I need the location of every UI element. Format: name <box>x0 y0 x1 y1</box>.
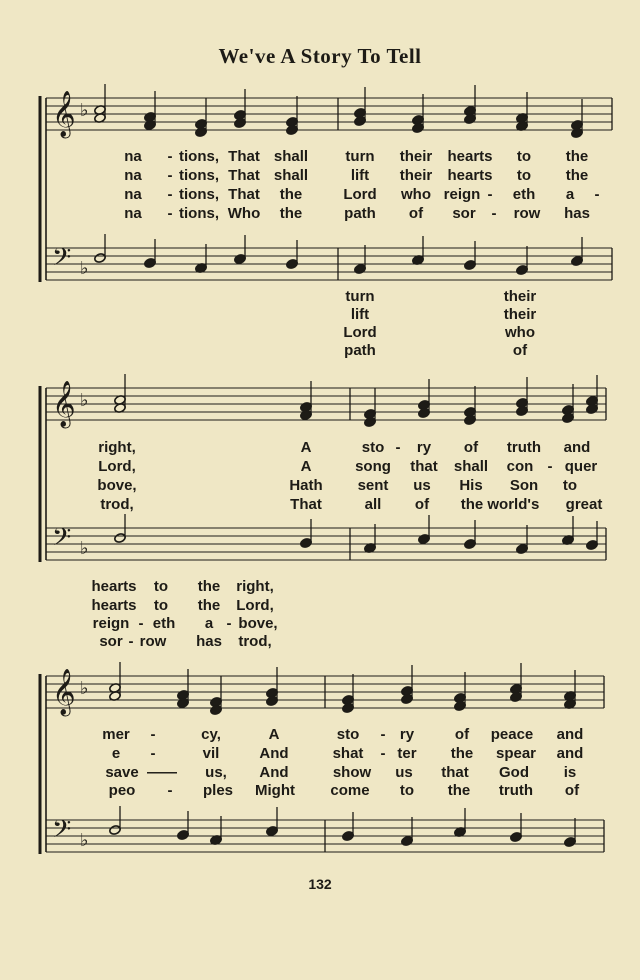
treble-clef-icon: 𝄞 <box>52 381 76 427</box>
lyric: ry <box>416 439 432 456</box>
lyric: their <box>503 288 537 305</box>
lyric: bove, <box>97 477 137 494</box>
lyric: hearts <box>447 167 493 184</box>
bass-clef-icon: 𝄢 <box>52 243 72 278</box>
lyric: - <box>380 726 386 743</box>
lyric: That <box>290 496 322 513</box>
lyric: trod, <box>100 496 134 513</box>
lyric: song <box>355 458 391 475</box>
lyric: lift <box>350 167 370 184</box>
lyric: of <box>512 342 528 359</box>
lyric: path <box>344 205 376 222</box>
lyric: to <box>153 578 169 595</box>
lyric: Son <box>509 477 539 494</box>
lyric: eth <box>152 615 176 632</box>
lyric: of <box>454 726 470 743</box>
lyric: the <box>450 745 474 762</box>
lyric: hearts <box>91 597 137 614</box>
flat-icon: ♭ <box>80 678 89 699</box>
lyric: their <box>503 306 537 323</box>
lyric: peace <box>490 726 534 743</box>
lyric: sto <box>336 726 360 743</box>
flat-icon: ♭ <box>80 258 89 279</box>
flat-icon: ♭ <box>80 100 89 121</box>
lyric: their <box>399 167 433 184</box>
lyric: tions, <box>179 148 219 165</box>
lyric: eth <box>512 186 536 203</box>
lyric: truth <box>498 782 534 799</box>
lyric: all <box>364 496 382 513</box>
lyric: A <box>300 458 312 475</box>
lyric: na <box>124 167 142 184</box>
lyric: sent <box>357 477 389 494</box>
lyric: come <box>330 782 370 799</box>
lyric: reign <box>92 615 130 632</box>
lyric: to <box>562 477 578 494</box>
lyric: to <box>516 167 532 184</box>
lyric: who <box>505 324 535 341</box>
bass-clef-icon: 𝄢 <box>52 523 72 558</box>
lyric: That <box>228 167 260 184</box>
lyric: row <box>513 205 541 222</box>
lyric: shall <box>453 458 489 475</box>
lyric: peo <box>108 782 136 799</box>
lyric: us <box>395 764 413 781</box>
lyric: trod, <box>238 633 272 650</box>
lyric: - <box>167 782 173 799</box>
lyric: - <box>487 186 493 203</box>
lyric: - <box>167 205 173 222</box>
lyric: truth <box>506 439 542 456</box>
lyric: - <box>138 615 144 632</box>
lyric: reign <box>443 186 481 203</box>
lyric: the <box>279 186 303 203</box>
lyric: turn <box>345 288 375 305</box>
lyric: the <box>197 578 221 595</box>
lyric: - <box>380 745 386 762</box>
lyric: has <box>196 633 222 650</box>
lyric: ples <box>202 782 234 799</box>
lyric: That <box>228 148 260 165</box>
lyric: of <box>414 496 430 513</box>
lyric: And <box>259 764 289 781</box>
lyric: tions, <box>179 186 219 203</box>
lyric: shall <box>273 167 309 184</box>
lyric: and <box>563 439 591 456</box>
lyric: Lord <box>343 186 377 203</box>
treble-clef-icon: 𝄞 <box>52 669 76 715</box>
lyric: and <box>556 745 584 762</box>
lyric: us <box>413 477 431 494</box>
lyric: spear <box>495 745 537 762</box>
lyric: the world's <box>460 496 540 513</box>
lyric: e <box>111 745 121 762</box>
lyric: show <box>332 764 372 781</box>
lyric: and <box>556 726 584 743</box>
flat-icon: ♭ <box>80 830 89 851</box>
lyric: - <box>226 615 232 632</box>
lyric: cy, <box>201 726 221 743</box>
lyric: the <box>197 597 221 614</box>
lyric: Lord, <box>98 458 136 475</box>
lyric: us, <box>205 764 227 781</box>
lyric: Lord <box>343 324 377 341</box>
lyric: - <box>150 745 156 762</box>
lyric: God <box>499 764 529 781</box>
lyric: sor <box>452 205 476 222</box>
lyric: Hath <box>289 477 323 494</box>
lyric: to <box>399 782 415 799</box>
lyric: has <box>564 205 590 222</box>
lyric: na <box>124 186 142 203</box>
page-number: 132 <box>308 876 332 892</box>
lyric: the <box>565 148 589 165</box>
lyric: - <box>491 205 497 222</box>
lyric: lift <box>350 306 370 323</box>
lyric: of <box>564 782 580 799</box>
lyric: who <box>401 186 431 203</box>
hymn-title: We've A Story To Tell <box>218 44 422 68</box>
flat-icon: ♭ <box>80 538 89 559</box>
lyric: turn <box>345 148 375 165</box>
lyric: the <box>565 167 589 184</box>
lyric: - <box>167 148 173 165</box>
lyric: na <box>124 205 142 222</box>
lyric: vil <box>202 745 220 762</box>
lyric: tions, <box>179 167 219 184</box>
lyric: quer <box>564 458 598 475</box>
lyric: - <box>547 458 553 475</box>
treble-clef-icon: 𝄞 <box>52 91 76 137</box>
lyric: - <box>150 726 156 743</box>
lyric: to <box>516 148 532 165</box>
lyric: - <box>395 439 401 456</box>
flat-icon: ♭ <box>80 390 89 411</box>
lyric: bove, <box>238 615 278 632</box>
lyric: Lord, <box>236 597 274 614</box>
lyric: A <box>268 726 280 743</box>
lyric: of <box>408 205 424 222</box>
lyric: right, <box>98 439 136 456</box>
lyric: sto <box>361 439 385 456</box>
lyric: shat <box>332 745 364 762</box>
lyric: row <box>139 633 167 650</box>
lyric: shall <box>273 148 309 165</box>
bass-clef-icon: 𝄢 <box>52 815 72 850</box>
lyric: ry <box>399 726 415 743</box>
lyric: a <box>565 186 575 203</box>
lyric: con <box>506 458 534 475</box>
lyric: to <box>153 597 169 614</box>
lyric: - <box>167 186 173 203</box>
lyric: —— <box>147 764 177 781</box>
lyric: - <box>128 633 134 650</box>
lyric: Who <box>227 205 261 222</box>
lyric: - <box>167 167 173 184</box>
lyric: ter <box>397 745 417 762</box>
lyric: is <box>563 764 577 781</box>
lyric: save <box>105 764 139 781</box>
lyric: His <box>459 477 483 494</box>
lyric: right, <box>236 578 274 595</box>
lyric: hearts <box>447 148 493 165</box>
lyric: That <box>228 186 260 203</box>
lyric: that <box>441 764 469 781</box>
lyric: mer <box>102 726 130 743</box>
lyric: hearts <box>91 578 137 595</box>
lyric: their <box>399 148 433 165</box>
lyric: path <box>344 342 376 359</box>
lyric: of <box>463 439 479 456</box>
lyric: - <box>594 186 600 203</box>
lyric: And <box>259 745 289 762</box>
lyric: the <box>279 205 303 222</box>
lyric: A <box>300 439 312 456</box>
lyric: Might <box>255 782 295 799</box>
lyric: a <box>204 615 214 632</box>
lyric: the <box>447 782 471 799</box>
lyric: tions, <box>179 205 219 222</box>
lyric: great <box>565 496 603 513</box>
lyric: na <box>124 148 142 165</box>
lyric: sor <box>99 633 123 650</box>
lyric: that <box>410 458 438 475</box>
